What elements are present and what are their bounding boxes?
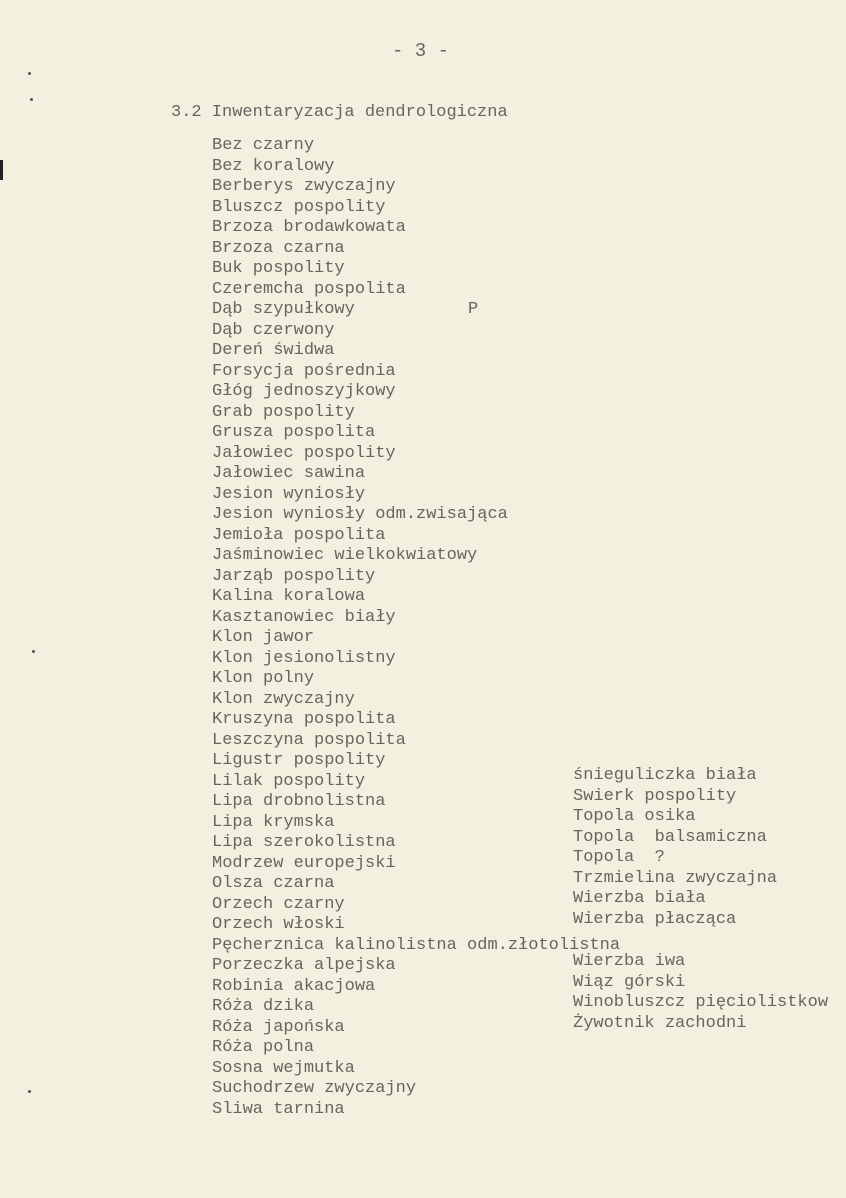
species-item: Róża polna [212, 1038, 315, 1057]
species-item: Bluszcz pospolity [212, 197, 386, 217]
species-item: Olsza czarna [212, 874, 335, 893]
species-item: Trzmielina zwyczajna [573, 868, 778, 888]
species-list-right-b [573, 952, 828, 1034]
species-item: Czeremcha pospolita [212, 279, 406, 299]
species-item: Orzech czarny [212, 894, 345, 914]
species-item: Lipa drobnolistna [212, 792, 386, 811]
punch-mark [30, 98, 33, 101]
margin-note: P [468, 300, 479, 319]
species-item: Brzoza brodawkowata [212, 218, 406, 237]
species-item: Jałowiec pospolity [212, 443, 396, 463]
species-item: Suchodrzew zwyczajny [212, 1079, 417, 1098]
species-item: Brzoza czarna [212, 238, 345, 258]
species-item: Buk pospolity [212, 259, 345, 278]
species-item: Dereń świdwa [212, 341, 335, 360]
punch-mark [32, 650, 35, 653]
species-item: Klon jawor [212, 628, 315, 647]
species-item: Jesion wyniosły [212, 484, 366, 504]
species-item: Topola osika [573, 807, 696, 826]
species-item: Jarząb pospolity [212, 566, 376, 586]
species-item: Lipa krymska [212, 812, 335, 832]
species-item: Jemioła pospolita [212, 525, 386, 545]
species-item: Winobluszcz pięciolistkow [573, 993, 829, 1012]
species-item: Bez czarny [212, 136, 315, 155]
species-item: Sosna wejmutka [212, 1058, 355, 1078]
species-item: Róża japońska [212, 1017, 345, 1037]
species-item: Orzech włoski [212, 915, 345, 934]
species-item: Klon polny [212, 669, 315, 688]
species-item: Wierzba iwa [573, 952, 686, 971]
section-title: 3.2 Inwentaryzacja dendrologiczna [171, 103, 508, 122]
page-number: - 3 - [392, 40, 450, 62]
species-item: Głóg jednoszyjkowy [212, 382, 396, 401]
species-item: Bez koralowy [212, 156, 335, 176]
species-item: Swierk pospolity [573, 786, 737, 806]
species-item: Klon zwyczajny [212, 689, 355, 709]
edge-mark [0, 160, 3, 180]
species-item: Róża dzika [212, 997, 315, 1016]
species-item: Forsycja pośrednia [212, 361, 396, 381]
species-item: Kasztanowiec biały [212, 607, 396, 627]
punch-mark [28, 72, 31, 75]
species-item: Modrzew europejski [212, 853, 396, 873]
species-item: Berberys zwyczajny [212, 177, 396, 196]
species-item: Wiąz górski [573, 972, 686, 992]
species-item: Pęcherznica kalinolistna odm.złotolistna [212, 935, 621, 955]
species-item: Jałowiec sawina [212, 464, 366, 483]
species-item: Wierzba płacząca [573, 909, 737, 929]
species-item: Kruszyna pospolita [212, 710, 396, 729]
species-item: Porzeczka alpejska [212, 956, 396, 975]
species-item: Jesion wyniosły odm.zwisająca [212, 505, 508, 524]
species-list-right-a [573, 766, 777, 930]
species-item: Dąb czerwony [212, 320, 335, 340]
species-item: Wierzba biała [573, 889, 706, 908]
species-item: Leszczyna pospolita [212, 730, 406, 750]
species-item: Lilak pospolity [212, 771, 366, 791]
species-list-left [212, 136, 620, 1120]
species-item: Ligustr pospolity [212, 751, 386, 770]
species-item: Topola ? [573, 848, 665, 867]
species-item: Sliwa tarnina [212, 1099, 345, 1119]
species-item: Dąb szypułkowy [212, 300, 355, 319]
punch-mark [28, 1090, 31, 1093]
species-item: Grab pospolity [212, 402, 355, 422]
species-item: Klon jesionolistny [212, 648, 396, 668]
species-item: Lipa szerokolistna [212, 833, 396, 852]
species-item: Jaśminowiec wielkokwiatowy [212, 546, 478, 565]
species-item: Kalina koralowa [212, 587, 366, 606]
species-item: Żywotnik zachodni [573, 1013, 747, 1033]
species-item: Robinia akacjowa [212, 976, 376, 996]
species-item: Grusza pospolita [212, 423, 376, 442]
species-item: Topola balsamiczna [573, 827, 767, 847]
species-item: śnieguliczka biała [573, 766, 757, 785]
